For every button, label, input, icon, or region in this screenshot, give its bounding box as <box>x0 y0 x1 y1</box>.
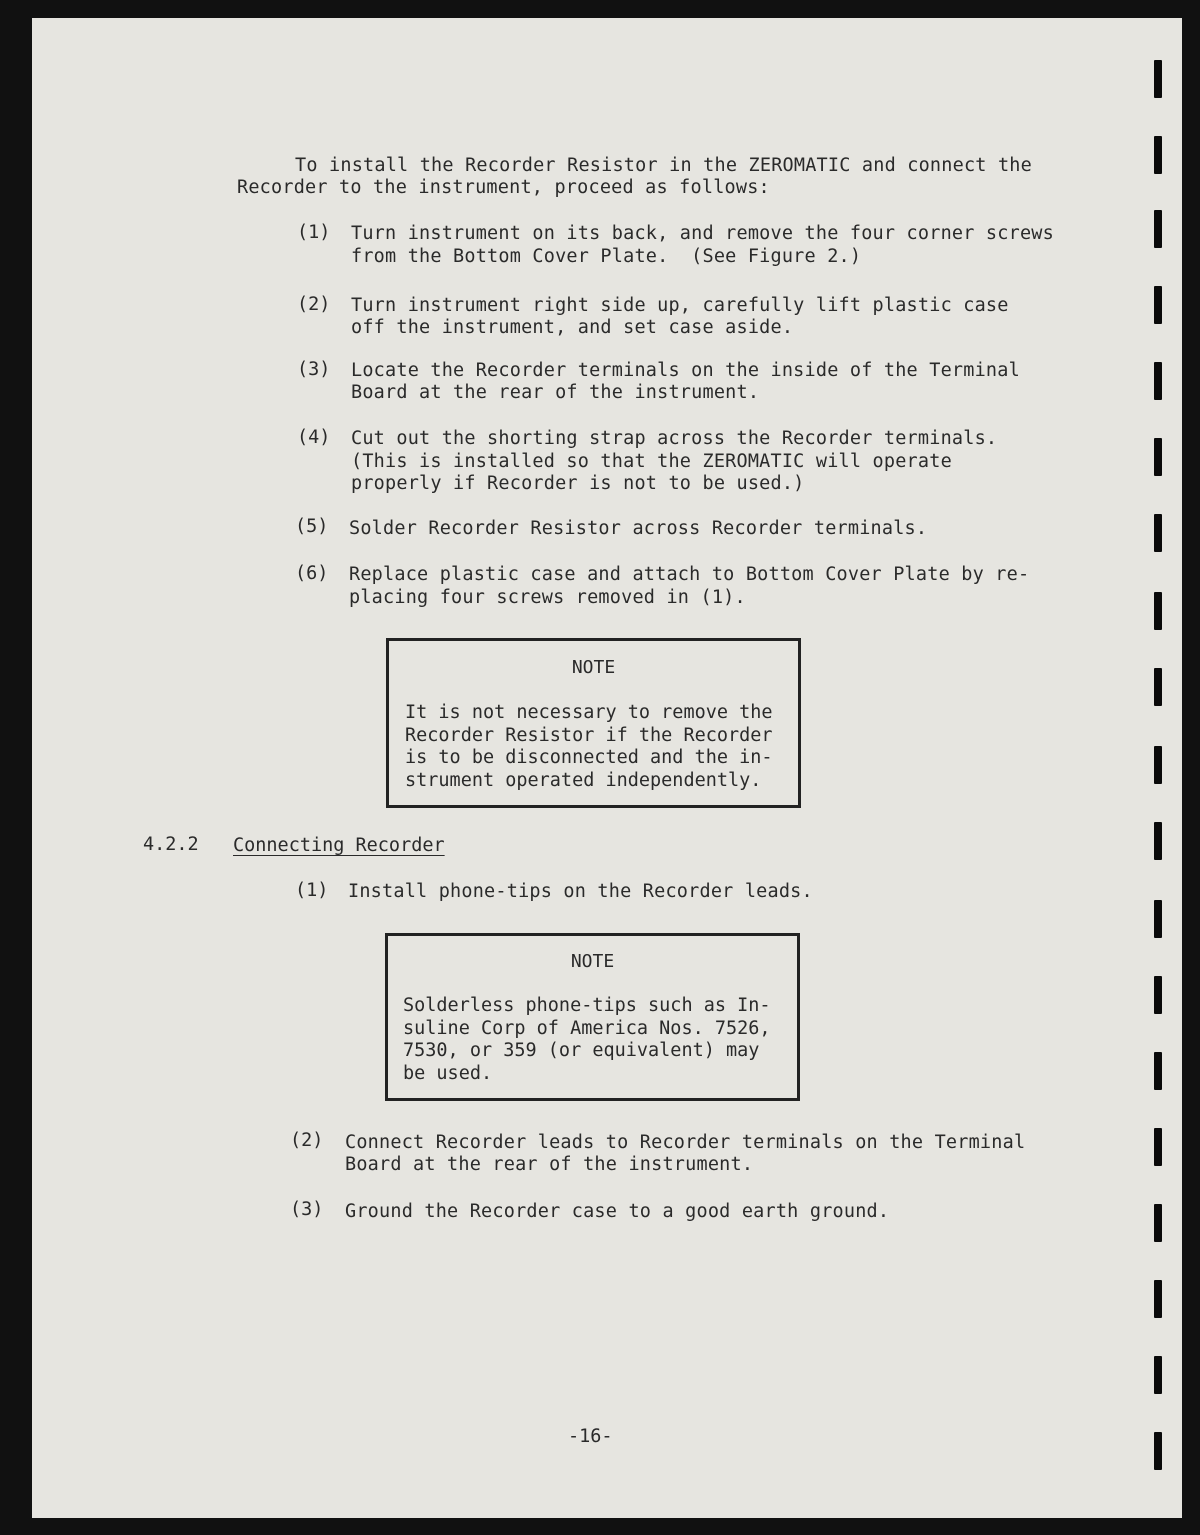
binding-hole <box>1154 592 1162 630</box>
binding-hole <box>1154 1204 1162 1242</box>
step-line: (This is installed so that the ZEROMATIC will operate <box>351 451 952 472</box>
step-number: (2) <box>290 1130 324 1151</box>
binding-hole <box>1154 1356 1162 1394</box>
note-box <box>385 933 800 1101</box>
step-line: from the Bottom Cover Plate. (See Figure 2.) <box>351 246 862 267</box>
step-number: (3) <box>297 359 331 380</box>
note-line: Recorder Resistor if the Recorder <box>405 725 773 746</box>
step-number: (6) <box>295 563 329 584</box>
step-line: Solder Recorder Resistor across Recorder terminals. <box>349 518 928 539</box>
document-page <box>32 18 1182 1518</box>
note-line: 7530, or 359 (or equivalent) may <box>403 1040 760 1061</box>
step-line: properly if Recorder is not to be used.) <box>351 473 805 494</box>
binding-hole <box>1154 1128 1162 1166</box>
step-number: (1) <box>295 880 329 901</box>
binding-hole <box>1154 60 1162 98</box>
step-line: off the instrument, and set case aside. <box>351 317 794 338</box>
step-number: (5) <box>295 516 329 537</box>
step-line: Turn instrument on its back, and remove the four corner screws <box>351 223 1054 244</box>
step-line: Connect Recorder leads to Recorder terminals on the Terminal <box>345 1132 1026 1153</box>
page-number: -16- <box>568 1426 613 1447</box>
binding-hole <box>1154 136 1162 174</box>
note-line: Solderless phone-tips such as In- <box>403 995 771 1016</box>
intro-line-2: Recorder to the instrument, proceed as follows: <box>237 177 770 198</box>
step-line: Board at the rear of the instrument. <box>345 1154 754 1175</box>
binding-hole <box>1154 438 1162 476</box>
step-line: Locate the Recorder terminals on the inside of the Terminal <box>351 360 1020 381</box>
binding-hole <box>1154 286 1162 324</box>
step-number: (2) <box>297 294 331 315</box>
binding-hole <box>1154 900 1162 938</box>
binding-hole <box>1154 362 1162 400</box>
note-line: strument operated independently. <box>405 770 762 791</box>
binding-hole <box>1154 514 1162 552</box>
binding-hole <box>1154 976 1162 1014</box>
step-line: placing four screws removed in (1). <box>349 587 746 608</box>
binding-hole <box>1154 746 1162 784</box>
binding-hole <box>1154 668 1162 706</box>
step-line: Install phone-tips on the Recorder leads. <box>348 881 813 902</box>
step-number: (1) <box>297 222 331 243</box>
binding-hole <box>1154 1052 1162 1090</box>
note-box <box>386 638 801 808</box>
step-line: Cut out the shorting strap across the Recorder terminals. <box>351 428 998 449</box>
note-line: is to be disconnected and the in- <box>405 747 773 768</box>
step-line: Replace plastic case and attach to Bottom Cover Plate by re- <box>349 564 1030 585</box>
step-line: Turn instrument right side up, carefully lift plastic case <box>351 295 1009 316</box>
step-number: (3) <box>290 1199 324 1220</box>
binding-hole <box>1154 1432 1162 1470</box>
section-title: Connecting Recorder <box>233 835 445 856</box>
note-line: suline Corp of America Nos. 7526, <box>403 1018 771 1039</box>
note-title: NOTE <box>570 951 615 972</box>
binding-hole <box>1154 1280 1162 1318</box>
step-line: Board at the rear of the instrument. <box>351 382 760 403</box>
step-number: (4) <box>297 427 331 448</box>
note-title: NOTE <box>571 657 616 678</box>
section-number: 4.2.2 <box>143 834 199 855</box>
step-line: Ground the Recorder case to a good earth ground. <box>345 1201 890 1222</box>
binding-hole <box>1154 210 1162 248</box>
note-line: be used. <box>403 1063 493 1084</box>
binding-hole <box>1154 822 1162 860</box>
note-line: It is not necessary to remove the <box>405 702 773 723</box>
intro-line-1: To install the Recorder Resistor in the ZEROMATIC and connect the <box>295 155 1032 176</box>
